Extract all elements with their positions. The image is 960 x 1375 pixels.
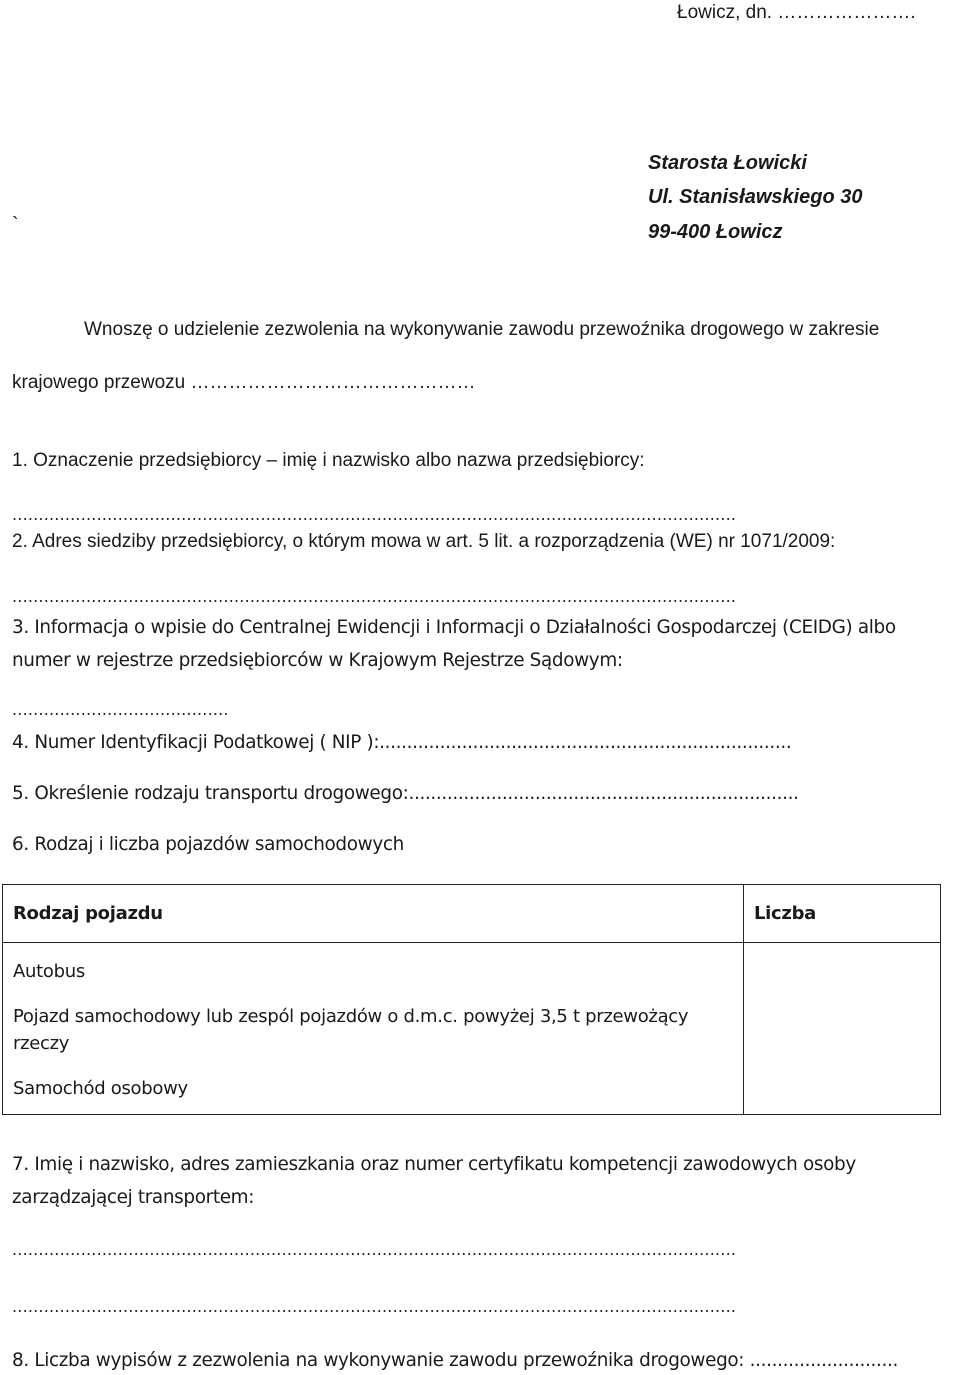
item-1-fill-line: ......................................................................................................................................... [12,505,737,524]
vehicle-type-cell [3,943,744,1115]
item-3-label-line2: numer w rejestrze przedsiębiorców w Krajowym Rejestrze Sądowym: [12,650,623,671]
addressee-city: 99-400 Łowicz [648,221,783,243]
vehicle-table-header [3,885,941,943]
header-vehicle-type: Rodzaj pojazdu [3,885,744,943]
vehicle-row-truck: Pojazd samochodowy lub zespól pojazdów o d.m.c. powyżej 3,5 t przewożący rzeczy [13,1006,689,1054]
request-intro-line2: krajowego przewozu ……………………………………… [12,372,476,393]
item-3-fill-line: ......................................... [12,700,229,719]
addressee-name: Starosta Łowicki [648,152,807,174]
item-7-fill-line-1: ......................................................................................................................................... [12,1240,737,1259]
item-4-nip: 4. Numer Identyfikacji Podatkowej ( NIP ):........................................................................... [12,732,792,753]
vehicle-table [2,884,941,1115]
vehicle-row-car: Samochód osobowy [13,1078,188,1099]
stray-mark: ` [12,214,19,236]
item-7-label-line1: 7. Imię i nazwisko, adres zamieszkania oraz numer certyfikatu kompetencji zawodowych osoby [12,1154,856,1175]
item-1-label: 1. Oznaczenie przedsiębiorcy – imię i nazwisko albo nazwa przedsiębiorcy: [12,450,645,471]
item-2-label: 2. Adres siedziby przedsiębiorcy, o którym mowa w art. 5 lit. a rozporządzenia (WE) nr 1071/2009: [12,531,836,552]
item-7-fill-line-2: ......................................................................................................................................... [12,1297,737,1316]
item-3-label-line1: 3. Informacja o wpisie do Centralnej Ewidencji i Informacji o Działalności Gospodarczej (CEIDG) albo [12,617,896,638]
place-date: Łowicz, dn. …………………. [677,2,916,23]
vehicle-row-bus: Autobus [13,961,85,982]
request-intro-line1: Wnoszę o udzielenie zezwolenia na wykonywanie zawodu przewoźnika drogowego w zakresie [84,319,880,340]
item-6-label: 6. Rodzaj i liczba pojazdów samochodowych [12,834,404,855]
item-5-transport-type: 5. Określenie rodzaju transportu drogowego:....................................................................... [12,783,799,804]
addressee-street: Ul. Stanisławskiego 30 [648,186,863,208]
item-8-extracts-count: 8. Liczba wypisów z zezwolenia na wykonywanie zawodu przewoźnika drogowego: ........................... [12,1350,899,1371]
item-2-fill-line: ......................................................................................................................................... [12,587,737,606]
vehicle-table-body [3,943,941,1115]
item-7-label-line2: zarządzającej transportem: [12,1187,255,1208]
vehicle-count-cell[interactable] [744,943,941,1115]
header-count: Liczba [744,885,941,943]
